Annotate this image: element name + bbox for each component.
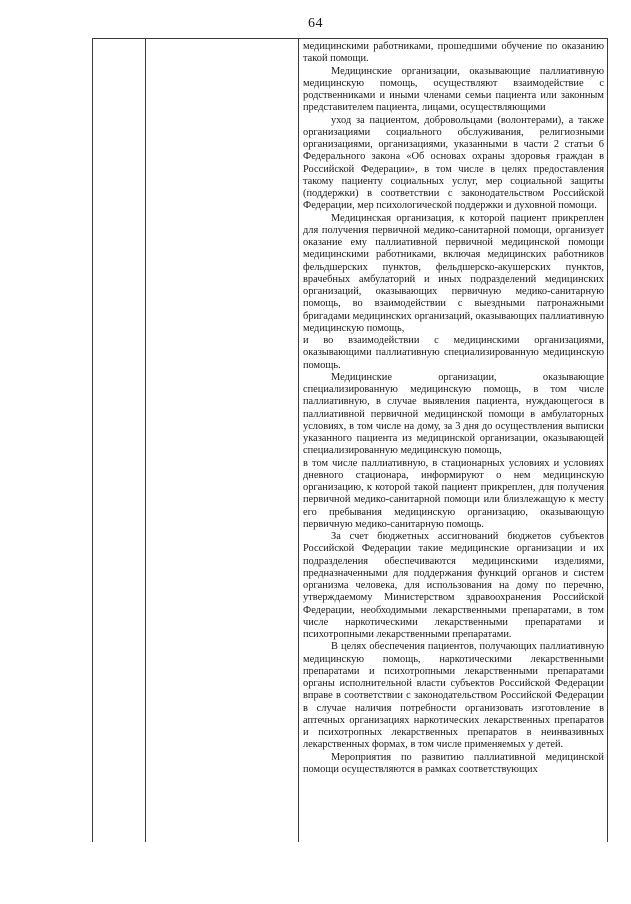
paragraph: Медицинские организации, оказывающие специализированную медицинскую помощь, в том числе паллиативную, в случае выявления пациента, нуждающегося в паллиативной первичной медицинской помощи в амбулаторных условиях, в том числе на дому, за 3 дня до осуществления выписки указанного пациента из медицинской организации, оказывающей специализированную медицинскую помощь,	[303, 371, 604, 457]
column-divider	[145, 39, 146, 842]
document-table	[92, 38, 608, 842]
paragraph: уход за пациентом, добровольцами (волонтерами), а также организациями социального обслуживания, религиозными организациями, организациями, указанными в части 2 статьи 6 Федерального закона «Об основах охраны здоровья граждан в Российской Федерации», в том числе в целях предоставления такому пациенту социальных услуг, мер социальной защиты (поддержки) в соответствии с законодательством Российской Федерации, мер психологической поддержки и духовной помощи.	[303, 114, 604, 212]
paragraph: В целях обеспечения пациентов, получающих паллиативную медицинскую помощь, наркотическими лекарственными препаратами и психотропными лекарственными препаратами органы исполнительной власти субъектов Российской Федерации вправе в соответствии с законодательством Российской Федерации в случае наличия потребности организовать изготовление в аптечных организациях наркотических лекарственных препаратов и психотропных лекарственных препаратов в неинвазивных лекарственных формах, в том числе применяемых у детей.	[303, 641, 604, 751]
text-column	[303, 41, 604, 776]
paragraph: Мероприятия по развитию паллиативной медицинской помощи осуществляются в рамках соответствующих	[303, 751, 604, 775]
page-number: 64	[308, 16, 323, 31]
paragraph: медицинскими работниками, прошедшими обучение по оказанию такой помощи.	[303, 41, 604, 65]
paragraph: в том числе паллиативную, в стационарных условиях и условиях дневного стационара, информируют о нем медицинскую организацию, к которой такой пациент прикреплен, для получения первичной медико-санитарной помощи или близлежащую к месту его пребывания медицинскую организацию, оказывающую первичную медико-санитарную помощь.	[303, 457, 604, 530]
column-divider	[298, 39, 299, 842]
paragraph: и во взаимодействии с медицинскими организациями, оказывающими паллиативную специализированную медицинскую помощь.	[303, 335, 604, 371]
paragraph: За счет бюджетных ассигнований бюджетов субъектов Российской Федерации такие медицинские организации и их подразделения обеспечиваются медицинскими изделиями, предназначенными для поддержания функций органов и систем организма человека, для использования на дому по перечню, утверждаемому Министерством здравоохранения Российской Федерации, необходимыми лекарственными препаратами, в том числе наркотическими лекарственными препаратами и психотропными лекарственными препаратами.	[303, 531, 604, 640]
paragraph: Медицинская организация, к которой пациент прикреплен для получения первичной медико-санитарной помощи, организует оказание ему паллиативной первичной медицинской помощи медицинскими работниками, включая медицинских работников фельдшерских пунктов, фельдшерско-акушерских пунктов, врачебных амбулаторий и иных подразделений медицинских организаций, оказывающих первичную медико-санитарную помощь, во взаимодействии с выездными патронажными бригадами медицинских организаций, оказывающих паллиативную медицинскую помощь,	[303, 212, 604, 334]
paragraph: Медицинские организации, оказывающие паллиативную медицинскую помощь, осуществляют взаимодействие с родственниками и иными членами семьи пациента или законным представителем пациента, лицами, осуществляющими	[303, 65, 604, 114]
